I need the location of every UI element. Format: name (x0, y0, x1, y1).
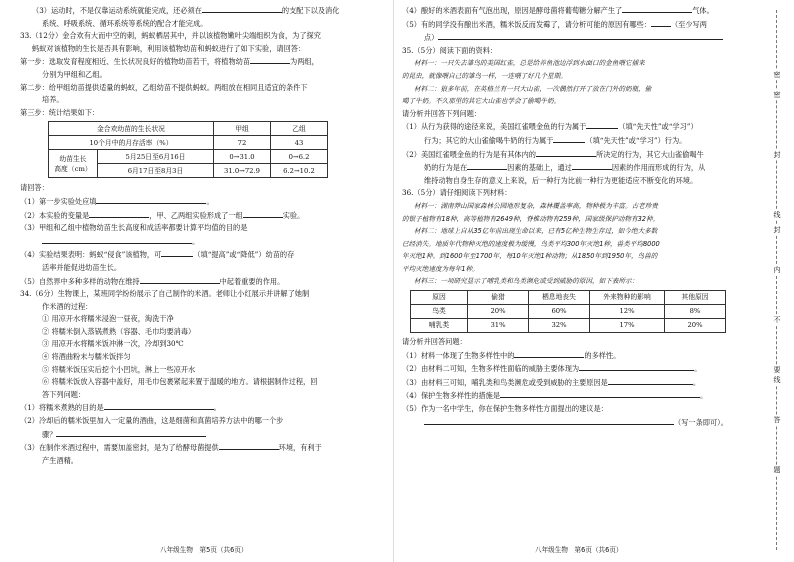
table-row: 金合欢幼苗的生长状况 甲组 乙组 (49, 122, 328, 136)
procedure-step: ⑥ 将糯米饭放入容器中盖好，用毛巾包裹紧起来置于温暖的地方。请根据制作过程，回 (42, 377, 318, 387)
seal-char: 封 (770, 150, 784, 160)
answer-blank[interactable] (140, 275, 220, 284)
answer-blank[interactable] (622, 4, 692, 13)
q34-3-line2: 产生酒精。 (42, 455, 78, 465)
seal-char: 不 (770, 315, 784, 325)
step2-line2: 培养。 (42, 95, 64, 105)
seal-char: 答 (770, 415, 784, 425)
seal-char: 密 (770, 90, 784, 100)
table-row: 10个月中的月存活率（%） 72 43 (49, 136, 328, 150)
q34-2-line2: 骤？ (20, 428, 388, 442)
q35-1-line2: 行为；其它的大山雀偷喝牛奶的行为属于 （填“先天性”或“学习”）行为。 (424, 135, 687, 145)
seal-label: 封 (770, 225, 784, 235)
seal-line-margin (770, 10, 792, 550)
step2-line: 第二步：给甲组幼苗提供适量的蚂蚁，乙组幼苗不提供蚂蚁。两组放在相同且适宜的条件下 (20, 82, 308, 92)
ask-line: 请分析并回答下列问题： (402, 108, 482, 118)
answer-blank[interactable] (104, 401, 214, 410)
seal-char: 线 (770, 210, 784, 220)
q34-1: （1）将糯米煮熟的目的是 。 (20, 403, 221, 413)
q34-stem-line2: 作米酒的过程： (42, 301, 93, 311)
answer-blank[interactable] (89, 209, 149, 218)
answer-blank[interactable] (56, 428, 206, 437)
step1-line: 第一步：选取发育程度相近、生长状况良好的植物幼苗若干，将植物幼苗 为两组， (20, 57, 319, 67)
answer-blank[interactable] (586, 120, 618, 129)
q36-1: （1）材料一体现了生物多样性中的 的多样性。 (402, 350, 621, 360)
table-row: 鸟类 20% 60% 12% 8% (411, 305, 726, 319)
table-row: 6月17日至8月3日 31.0→72.9 6.2→10.2 (49, 164, 328, 178)
procedure-step: ⑤ 将糯米饭压实后挖个小凹坑，淋上一些凉开水 (42, 364, 196, 374)
answer-blank[interactable] (651, 18, 671, 27)
material-2: 材料二：狼多年前，在英格兰有一只大山雀，一次偶然打开了放在门外的奶瓶，偷 (414, 84, 652, 93)
answer-blank[interactable] (467, 161, 507, 170)
q33-1: （1）第一步实验处应填 。 (20, 196, 214, 206)
q34-4: （4）酿好的米酒表面有气泡出现，原因是酵母菌将葡萄糖分解产生了 气体。 (402, 6, 714, 15)
material-n1: 材料一：湖南莽山国家森林公园地形复杂，森林覆盖率高，物种极为丰富。古老珍贵 (414, 201, 658, 210)
page-footer-left: 八年级生物 第5页（共6页） (160, 546, 248, 554)
page-6-column (402, 4, 737, 429)
answer-blank[interactable] (438, 31, 723, 40)
growth-table (48, 121, 328, 178)
q36-5: （5）作为一名中学生，你在保护生物多样性方面提出的建议是： (402, 404, 608, 414)
answer-blank[interactable] (553, 134, 585, 143)
material-n2: 材料二：地球上自从35亿年前出现生命以来，已有5亿种生物生存过，如今绝大多数 (414, 227, 658, 236)
answer-blank[interactable] (243, 209, 283, 218)
material-1-cont: 的昆虫，就像喂自己的雏鸟一样，一连喂了好几个星期。 (402, 71, 567, 80)
q33-stem-line2: 蚂蚁对该植物的生长是否具有影响，利用该植物幼苗和蚂蚁进行了如下实验，请回答： (32, 43, 306, 53)
q34-3: （3）在制作米酒过程中，需要加盖密封，是为了给酵母菌提供 环境，有利于 (20, 443, 322, 453)
step3-line: 第三步：统计结果如下： (20, 107, 100, 117)
material-n2-cont: 已经消失。地质年代物种灭绝的速度极为缓慢，鸟类平均300年灭绝1种，兽类平均8000 (402, 239, 660, 248)
q33-4-line2: 活率并能促进幼苗生长。 (42, 262, 122, 272)
answer-blank[interactable] (96, 195, 206, 204)
procedure-step: ③ 用凉开水将糯米饭冲淋一次，冷却到30℃ (42, 339, 184, 349)
q36-2: （2）由材料二可知，生物多样性面临的威胁主要体现为 。 (402, 364, 702, 374)
q36-stem: 36.（5分）请仔细阅读下列材料： (402, 188, 512, 198)
procedure-step: ② 将糯米倒入蒸锅煮熟（容器、毛巾均要消毒） (42, 326, 196, 336)
seal-char: 要 (770, 365, 784, 375)
q35-stem: 35.（5分）阅读下面的资料： (402, 45, 498, 55)
seal-label: 密 (770, 70, 784, 80)
answer-blank[interactable] (219, 441, 279, 450)
material-n2-cont: 平均灭绝速度为每年1种。 (402, 264, 479, 273)
q35-2-line3: 维持动物自身生存的意义上来说，后一种行为比前一种行为更能适应不断变化的环境。 (424, 175, 698, 185)
q32-3-line1: （3）运动时，不是仅靠运动系统就能完成，还必须在 的支配下以及消化 (32, 6, 340, 15)
q33-4: （4）实验结果表明：蚂蚁“侵食”该植物，可 （填“提高”或“降低”）幼苗的存 (20, 250, 295, 260)
answer-blank[interactable] (250, 55, 290, 64)
procedure-step: ① 用凉开水将糯米浸泡一昼夜，淘洗干净 (42, 314, 174, 324)
answer-blank[interactable] (42, 235, 192, 244)
table-row: 原因 偷猎 栖息地丧失 外来物种的影响 其他原因 (411, 291, 726, 305)
page-5-column (20, 4, 388, 467)
answer-blank[interactable] (579, 362, 694, 371)
ask-line: 请分析并回答问题： (402, 337, 467, 347)
material-1: 材料一：一只失去雏鸟的美国红雀，总是给养鱼池边浮到水面口的金鱼喂它捕来 (414, 59, 645, 68)
procedure-step: ④ 将酒曲粉末与糯米饭拌匀 (42, 352, 131, 362)
answer-blank[interactable] (572, 161, 612, 170)
answer-blank[interactable] (536, 148, 596, 157)
q33-2: （2）本实验的变量是 ，甲、乙两组实验形成了一组 实验。 (20, 210, 305, 220)
seal-label: 线 (770, 375, 784, 385)
page-footer-right: 八年级生物 第6页（共6页） (535, 546, 623, 554)
procedure-step-cont: 答下列问题： (42, 389, 86, 399)
answer-blank[interactable] (161, 248, 193, 257)
table-row: 哺乳类 31% 32% 17% 20% (411, 319, 726, 333)
answer-blank[interactable] (500, 389, 700, 398)
q36-5-line2: （写一条即可）。 (402, 416, 737, 430)
table-row: 幼苗生长 高度（cm） 5月25日至6月16日 0→31.0 0→6.2 (49, 150, 328, 164)
material-2-cont: 喝了牛奶。不久那里的其它大山雀也学会了偷喝牛奶。 (402, 97, 561, 106)
seal-char: 内 (770, 265, 784, 275)
q33-3: （3）甲组和乙组中植物幼苗生长高度和成活率都要计算平均值的目的是 (20, 223, 248, 233)
step1-line2: 分别为甲组和乙组。 (42, 69, 107, 79)
q33-stem-line1: 33.（12分）金合欢有大而中空的刺，蚂蚁栖居其中，并以该植物嫩叶尖端组织为食，为了探究 (20, 31, 321, 41)
seal-char: 题 (770, 465, 784, 475)
answer-blank[interactable] (514, 349, 584, 358)
material-n1-cont: 的银子植物有18种，高等植物有2649种，脊椎动物有259种，国家级保护动物有32种。 (402, 214, 660, 223)
answer-blank[interactable] (424, 416, 674, 425)
answer-blank[interactable] (202, 4, 282, 13)
q34-5: （5）有的同学没有酿出米酒，糯米饭反而发霉了，请分析可能的原因有哪些： （至少写两 (402, 19, 707, 29)
material-n2-cont: 年灭绝1种。到1600年至1700年，每10年灭绝1种动物；从1850年到1950年，鸟兽的 (402, 252, 658, 261)
q34-5-line2: 点） (402, 31, 737, 45)
q34-stem-line1: 34.（6分）生物课上，某班同学纷纷展示了自己制作的米酒。老师让小红展示并讲解了她制 (20, 289, 310, 299)
answer-blank[interactable] (608, 376, 693, 385)
threat-table (410, 290, 726, 333)
q32-3-line2: 系统、呼吸系统、循环系统等系统的配合才能完成。 (42, 18, 208, 28)
q33-5: （5）自然界中多种多样的动物在维持 中起着重要的作用。 (20, 276, 285, 286)
material-n3: 材料三：一项研究显示了哺乳类和鸟类濒危或受到威胁的原因，如下表所示： (414, 277, 639, 286)
q34-2: （2）冷却后的糯米饭里加入一定量的酒曲，这是细菌和真菌培养方法中的哪一个步 (20, 416, 284, 426)
page-divider (393, 0, 394, 562)
q35-1: （1）从行为获得的途径来说，美国红雀喂金鱼的行为属于 （填“先天性”或“学习”） (402, 122, 698, 132)
q36-4: （4）保护生物多样性的措施是 。 (402, 391, 708, 401)
q33-3-blank-line: 。 (20, 235, 388, 249)
q36-3: （3）由材料三可知，哺乳类和鸟类濒危或受到威胁的主要原因是 。 (402, 377, 701, 387)
q35-2: （2）美国红雀喂金鱼的行为是有其体内的 所决定的行为，其它大山雀偷喝牛 (402, 149, 704, 159)
ask-line: 请回答： (20, 183, 49, 193)
q35-2-line2: 奶的行为是在 因素的基础上，通过 因素的作用而形成的行为，从 (424, 163, 706, 173)
